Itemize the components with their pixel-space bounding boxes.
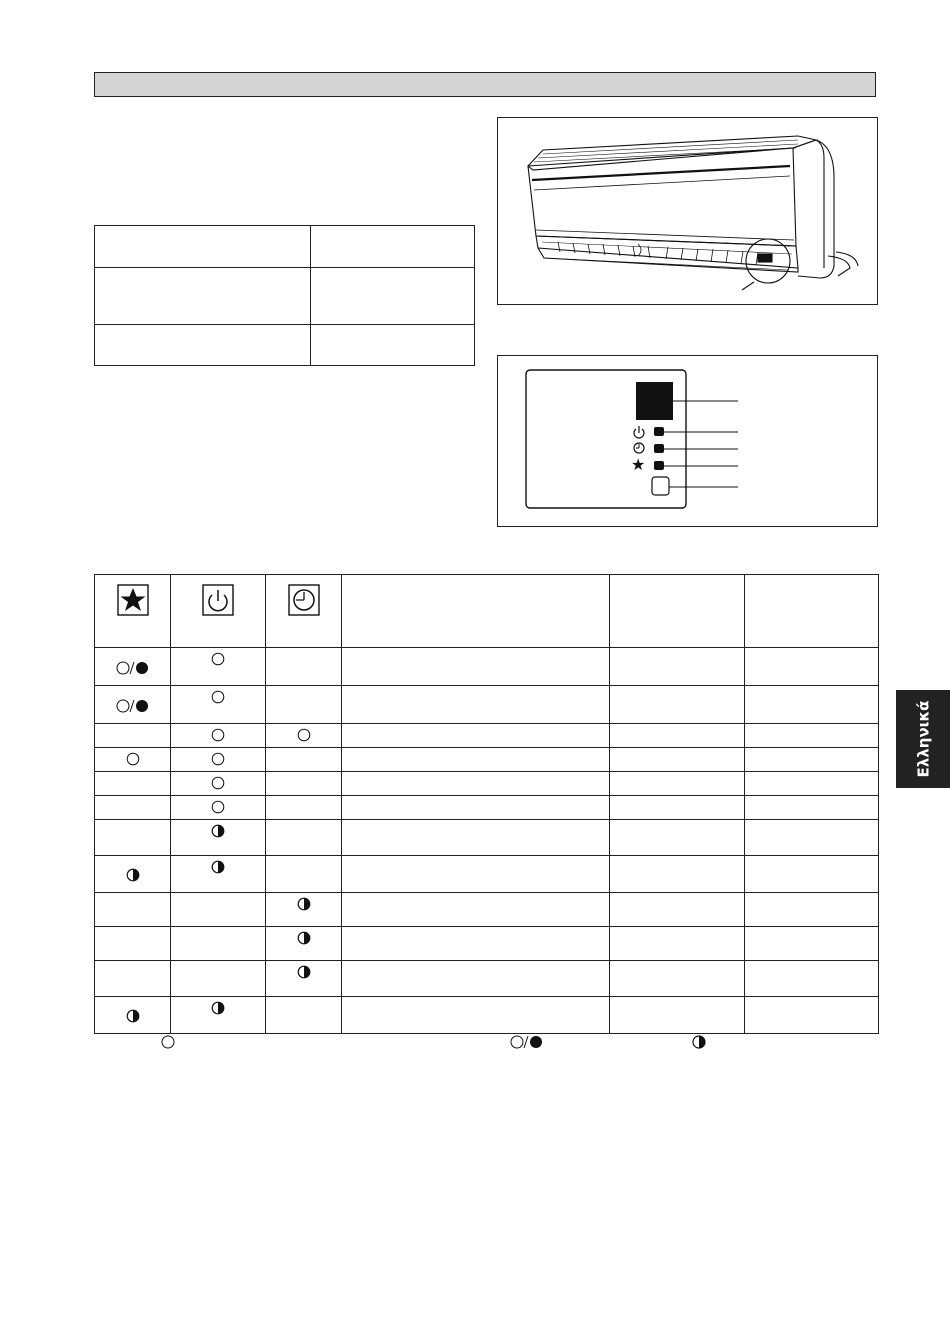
model-table-cell: [311, 226, 475, 268]
indicator-panel-illustration: [498, 356, 877, 526]
off-symbol: [211, 690, 225, 704]
info-cell: [745, 961, 879, 997]
off-symbol: [297, 728, 311, 742]
indicator-cell-star: [95, 961, 171, 997]
receiver-button: [652, 477, 669, 495]
indicator-cell-star: [95, 927, 171, 961]
power-icon: [202, 584, 234, 616]
description-cell: [342, 724, 610, 748]
description-cell: [342, 796, 610, 820]
off-symbol: [211, 652, 225, 666]
indicator-cell-star: [95, 648, 171, 686]
model-table-cell: [311, 325, 475, 366]
indicator-cell-star: [95, 748, 171, 772]
indicator-cell-timer: [266, 997, 342, 1034]
timer-lamp: [654, 444, 664, 453]
indicator-cell-star: [95, 856, 171, 893]
timer-icon: [288, 584, 320, 616]
info-cell: [745, 856, 879, 893]
info-cell: [610, 820, 745, 856]
header-timer: [266, 575, 342, 648]
model-table-cell: [95, 268, 311, 325]
info-cell: [745, 796, 879, 820]
off-symbol: [126, 752, 140, 766]
indicator-cell-timer: [266, 796, 342, 820]
indicator-table: [94, 574, 879, 1034]
info-cell: [745, 927, 879, 961]
indicator-cell-timer: [266, 856, 342, 893]
indicator-cell-power: [171, 724, 266, 748]
header-star: [95, 575, 171, 648]
info-cell: [745, 772, 879, 796]
on-off-symbol: [116, 698, 150, 714]
model-table: [94, 225, 475, 366]
info-cell: [610, 893, 745, 927]
indicator-cell-timer: [266, 724, 342, 748]
header-description: [342, 575, 610, 648]
description-cell: [342, 686, 610, 724]
description-cell: [342, 748, 610, 772]
model-table-cell: [95, 325, 311, 366]
indicator-cell-power: [171, 796, 266, 820]
indicator-cell-power: [171, 820, 266, 856]
indicator-cell-power: [171, 961, 266, 997]
indicator-cell-star: [95, 772, 171, 796]
info-cell: [610, 648, 745, 686]
info-cell: [610, 961, 745, 997]
indicator-cell-timer: [266, 648, 342, 686]
description-cell: [342, 997, 610, 1034]
info-cell: [745, 686, 879, 724]
indicator-cell-timer: [266, 772, 342, 796]
info-cell: [745, 748, 879, 772]
info-cell: [745, 648, 879, 686]
blink-symbol: [126, 1009, 140, 1023]
header-power: [171, 575, 266, 648]
info-cell: [745, 820, 879, 856]
info-cell: [610, 724, 745, 748]
off-symbol: [211, 800, 225, 814]
indicator-cell-timer: [266, 893, 342, 927]
indicator-cell-timer: [266, 820, 342, 856]
table-row: [95, 686, 879, 724]
description-cell: [342, 961, 610, 997]
info-cell: [745, 997, 879, 1034]
language-tab-label: Ελληνικά: [914, 700, 932, 778]
description-cell: [342, 820, 610, 856]
table-row: [95, 772, 879, 796]
info-cell: [610, 927, 745, 961]
indicator-cell-star: [95, 893, 171, 927]
indicator-cell-power: [171, 686, 266, 724]
indicator-cell-power: [171, 893, 266, 927]
legend-on-off-symbol: [510, 1034, 546, 1050]
blink-symbol: [297, 965, 311, 979]
info-cell: [745, 893, 879, 927]
table-row: [95, 927, 879, 961]
blink-symbol: [297, 897, 311, 911]
power-icon: [634, 426, 644, 438]
indicator-cell-timer: [266, 748, 342, 772]
star-icon: [117, 584, 149, 616]
info-cell: [745, 724, 879, 748]
indicator-cell-timer: [266, 927, 342, 961]
header-col5: [610, 575, 745, 648]
blink-symbol: [126, 868, 140, 882]
language-tab: [896, 690, 950, 788]
blink-symbol: [211, 860, 225, 874]
info-cell: [610, 772, 745, 796]
indicator-cell-power: [171, 748, 266, 772]
legend-blink-symbol: [691, 1034, 711, 1050]
timer-icon: [634, 443, 644, 453]
table-row: [95, 820, 879, 856]
indicator-cell-star: [95, 686, 171, 724]
table-row: [95, 724, 879, 748]
indicator-cell-star: [95, 724, 171, 748]
indoor-unit-figure: [497, 117, 878, 305]
description-cell: [342, 856, 610, 893]
description-cell: [342, 648, 610, 686]
table-row: [95, 856, 879, 893]
info-cell: [610, 856, 745, 893]
section-header-bar: [94, 72, 876, 97]
indoor-unit-illustration: [498, 118, 877, 304]
off-symbol: [211, 776, 225, 790]
table-row: [95, 648, 879, 686]
off-symbol: [211, 728, 225, 742]
table-row: [95, 997, 879, 1034]
header-col6: [745, 575, 879, 648]
table-row: [95, 796, 879, 820]
indicator-cell-timer: [266, 686, 342, 724]
off-symbol: [211, 752, 225, 766]
indicator-cell-star: [95, 820, 171, 856]
info-cell: [610, 748, 745, 772]
indicator-cell-star: [95, 796, 171, 820]
indicator-cell-star: [95, 997, 171, 1034]
model-table-cell: [311, 268, 475, 325]
description-cell: [342, 927, 610, 961]
indicator-cell-timer: [266, 961, 342, 997]
info-cell: [610, 796, 745, 820]
indicator-cell-power: [171, 772, 266, 796]
indicator-cell-power: [171, 648, 266, 686]
on-off-symbol: [116, 660, 150, 676]
description-cell: [342, 893, 610, 927]
indicator-panel-figure: [497, 355, 878, 527]
star-lamp: [654, 461, 664, 470]
model-table-cell: [95, 226, 311, 268]
table-row: [95, 748, 879, 772]
blink-symbol: [211, 1001, 225, 1015]
table-row: [95, 893, 879, 927]
indicator-cell-power: [171, 927, 266, 961]
blink-symbol: [211, 824, 225, 838]
info-cell: [610, 686, 745, 724]
indicator-cell-power: [171, 856, 266, 893]
operation-lamp: [654, 427, 664, 436]
table-row: [95, 961, 879, 997]
indicator-cell-power: [171, 997, 266, 1034]
star-icon: ★: [631, 455, 646, 474]
info-cell: [610, 997, 745, 1034]
legend-off-symbol: [160, 1034, 180, 1050]
description-cell: [342, 772, 610, 796]
blink-symbol: [297, 931, 311, 945]
